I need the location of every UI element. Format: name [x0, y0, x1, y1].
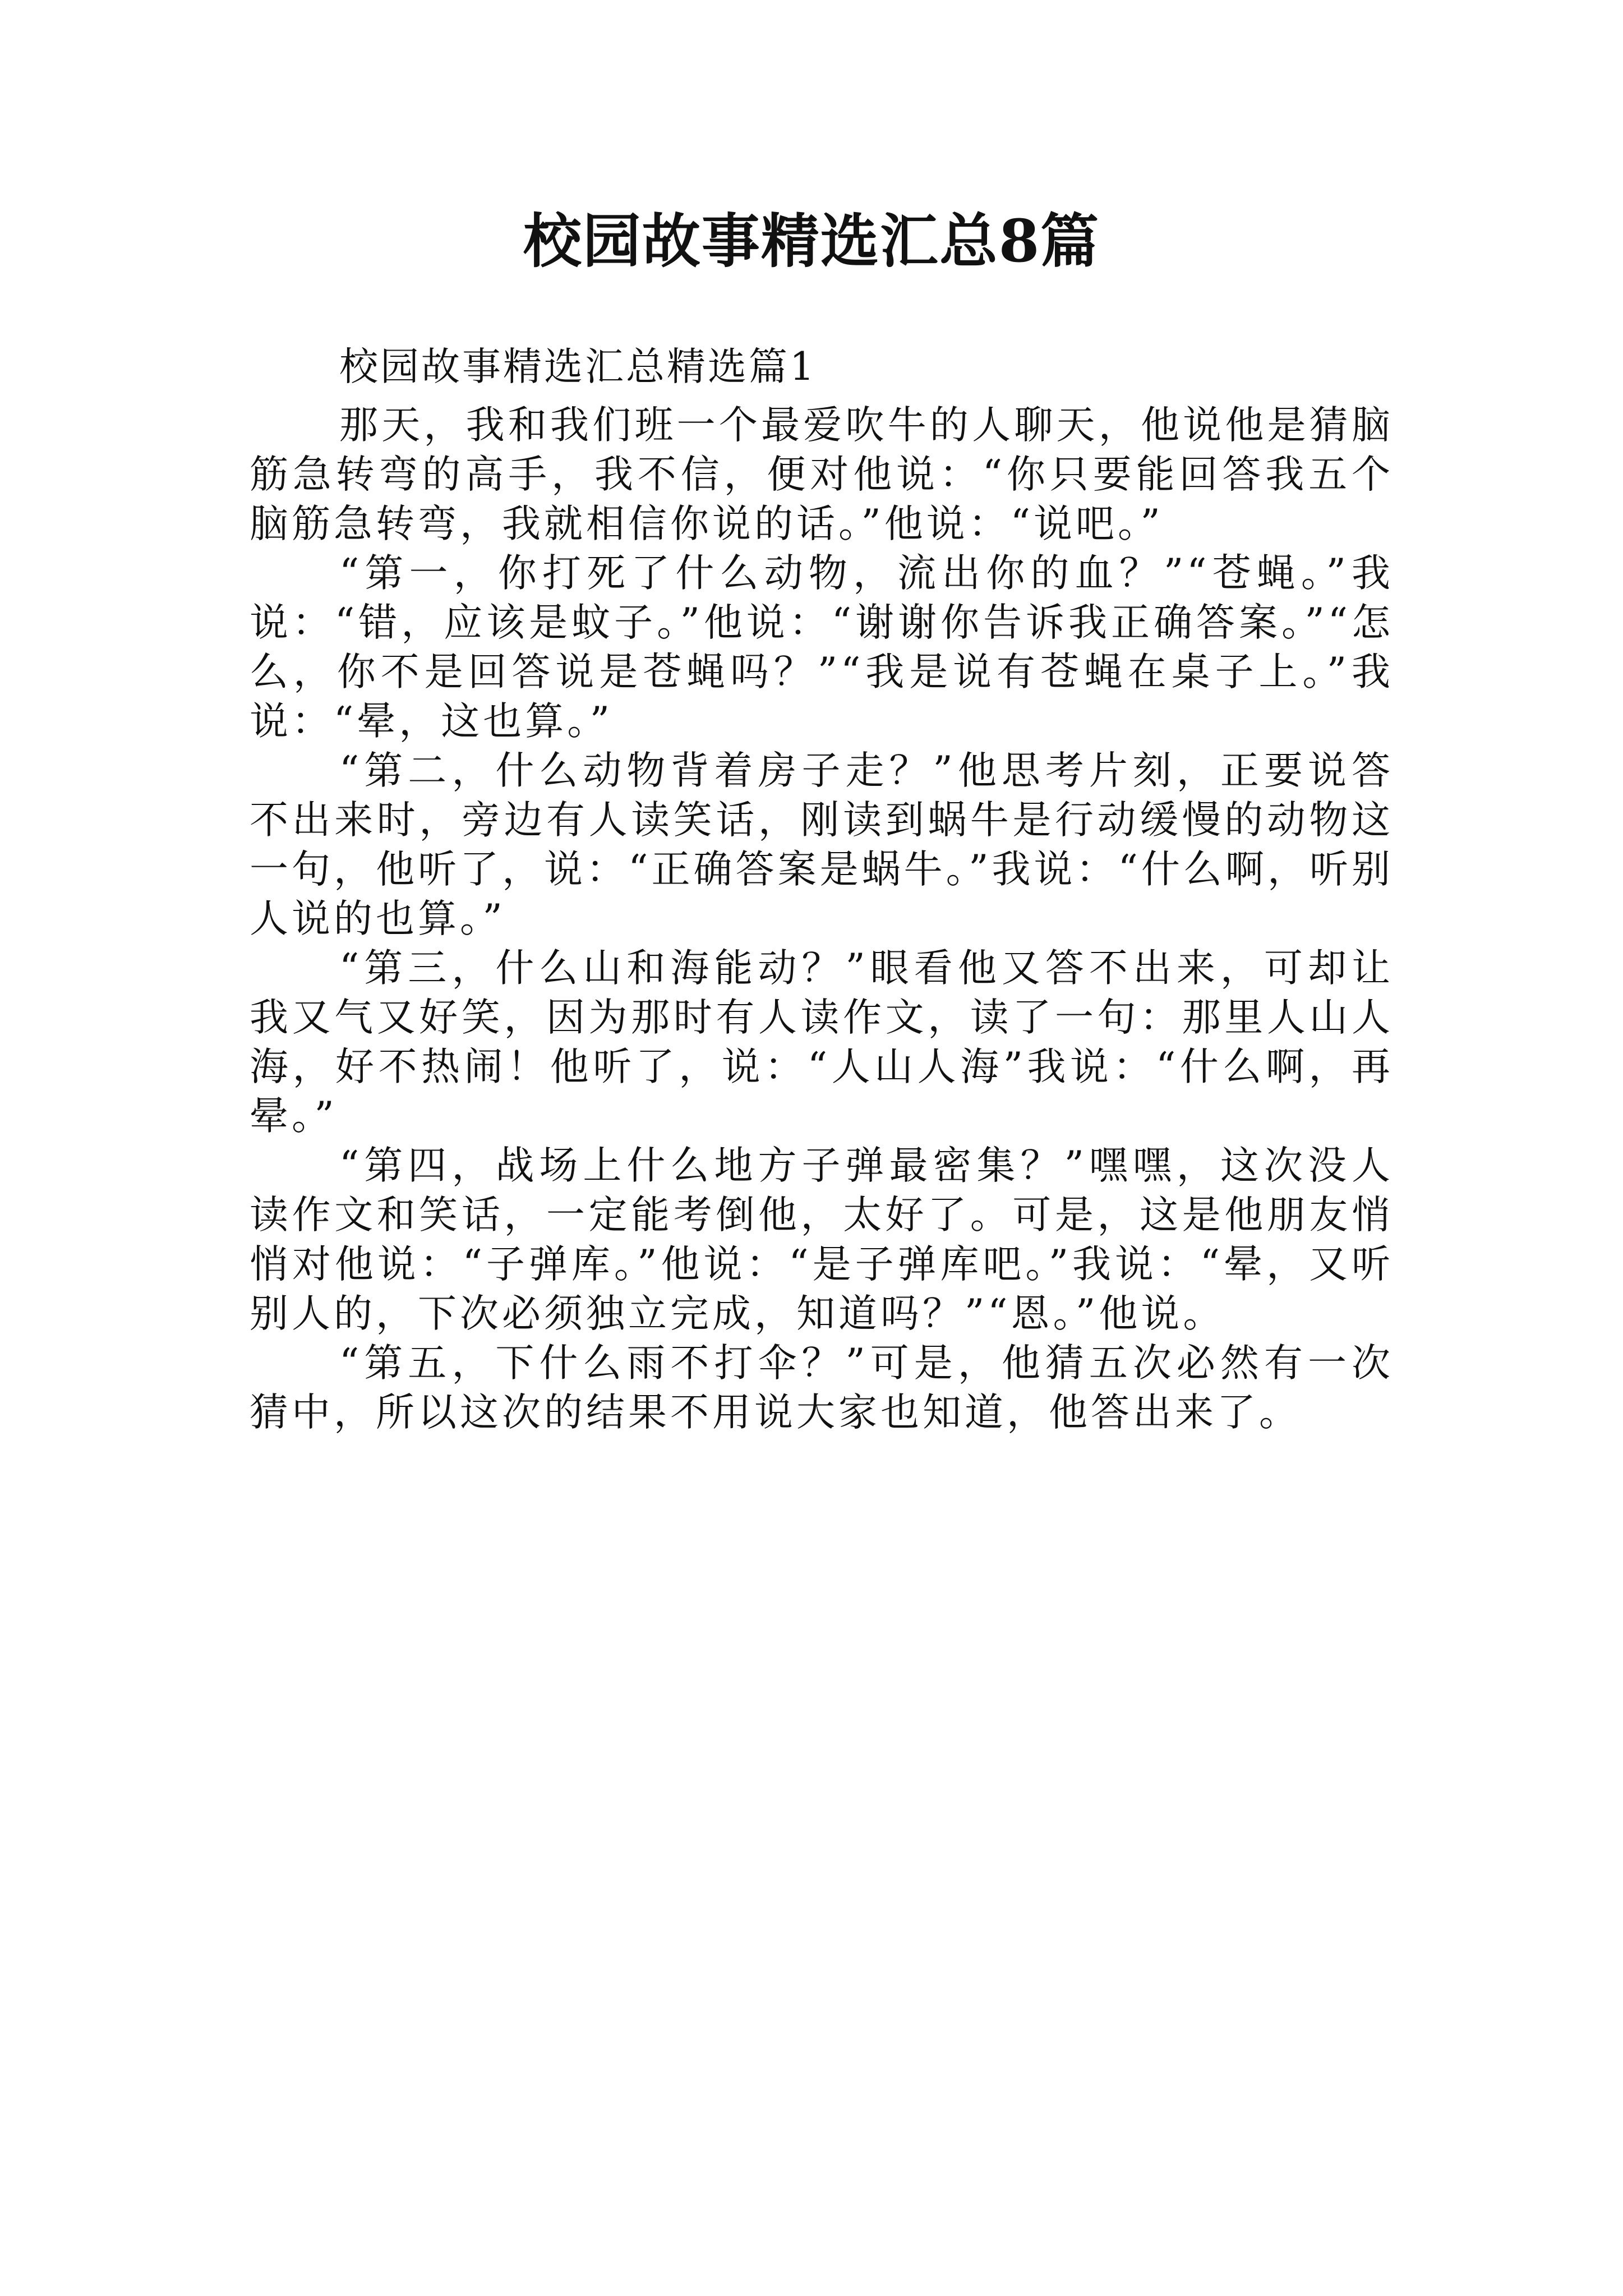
- section-heading: 校园故事精选汇总精选篇1: [339, 344, 817, 389]
- paragraph: 那天，我和我们班一个最爱吹牛的人聊天，他说他是猜脑筋急转弯的高手，我不信，便对他说：“你只要能回答我五个脑筋急转弯，我就相信你说的话。”他说：“说吧。”: [250, 403, 1394, 546]
- paragraph: “第四，战场上什么地方子弹最密集？”嘿嘿，这次没人读作文和笑话，一定能考倒他，太好了。可是，这是他朋友悄悄对他说：“子弹库。”他说：“是子弹库吧。”我说：“晕，又听别人的，下次必须独立完成，知道吗？”“恩。”他说。: [250, 1143, 1394, 1336]
- paragraph: “第一，你打死了什么动物，流出你的血？”“苍蝇。”我说：“错，应该是蚊子。”他说：“谢谢你告诉我正确答案。”“怎么，你不是回答说是苍蝇吗？”“我是说有苍蝇在桌子上。”我说：“晕，这也算。”: [250, 551, 1394, 744]
- document-title: 校园故事精选汇总8篇: [523, 206, 1100, 275]
- document-body: [250, 342, 1394, 1437]
- paragraph: “第三，什么山和海能动？”眼看他又答不出来，可却让我又气又好笑，因为那时有人读作文，读了一句：那里人山人海，好不热闹！他听了，说：“人山人海”我说：“什么啊，再晕。”: [250, 946, 1394, 1139]
- paragraph: “第五，下什么雨不打伞？”可是，他猜五次必然有一次猜中，所以这次的结果不用说大家也知道，他答出来了。: [250, 1341, 1394, 1435]
- paragraph: “第二，什么动物背着房子走？”他思考片刻，正要说答不出来时，旁边有人读笑话，刚读到蜗牛是行动缓慢的动物这一句，他听了，说：“正确答案是蜗牛。”我说：“什么啊，听别人说的也算。”: [250, 748, 1394, 941]
